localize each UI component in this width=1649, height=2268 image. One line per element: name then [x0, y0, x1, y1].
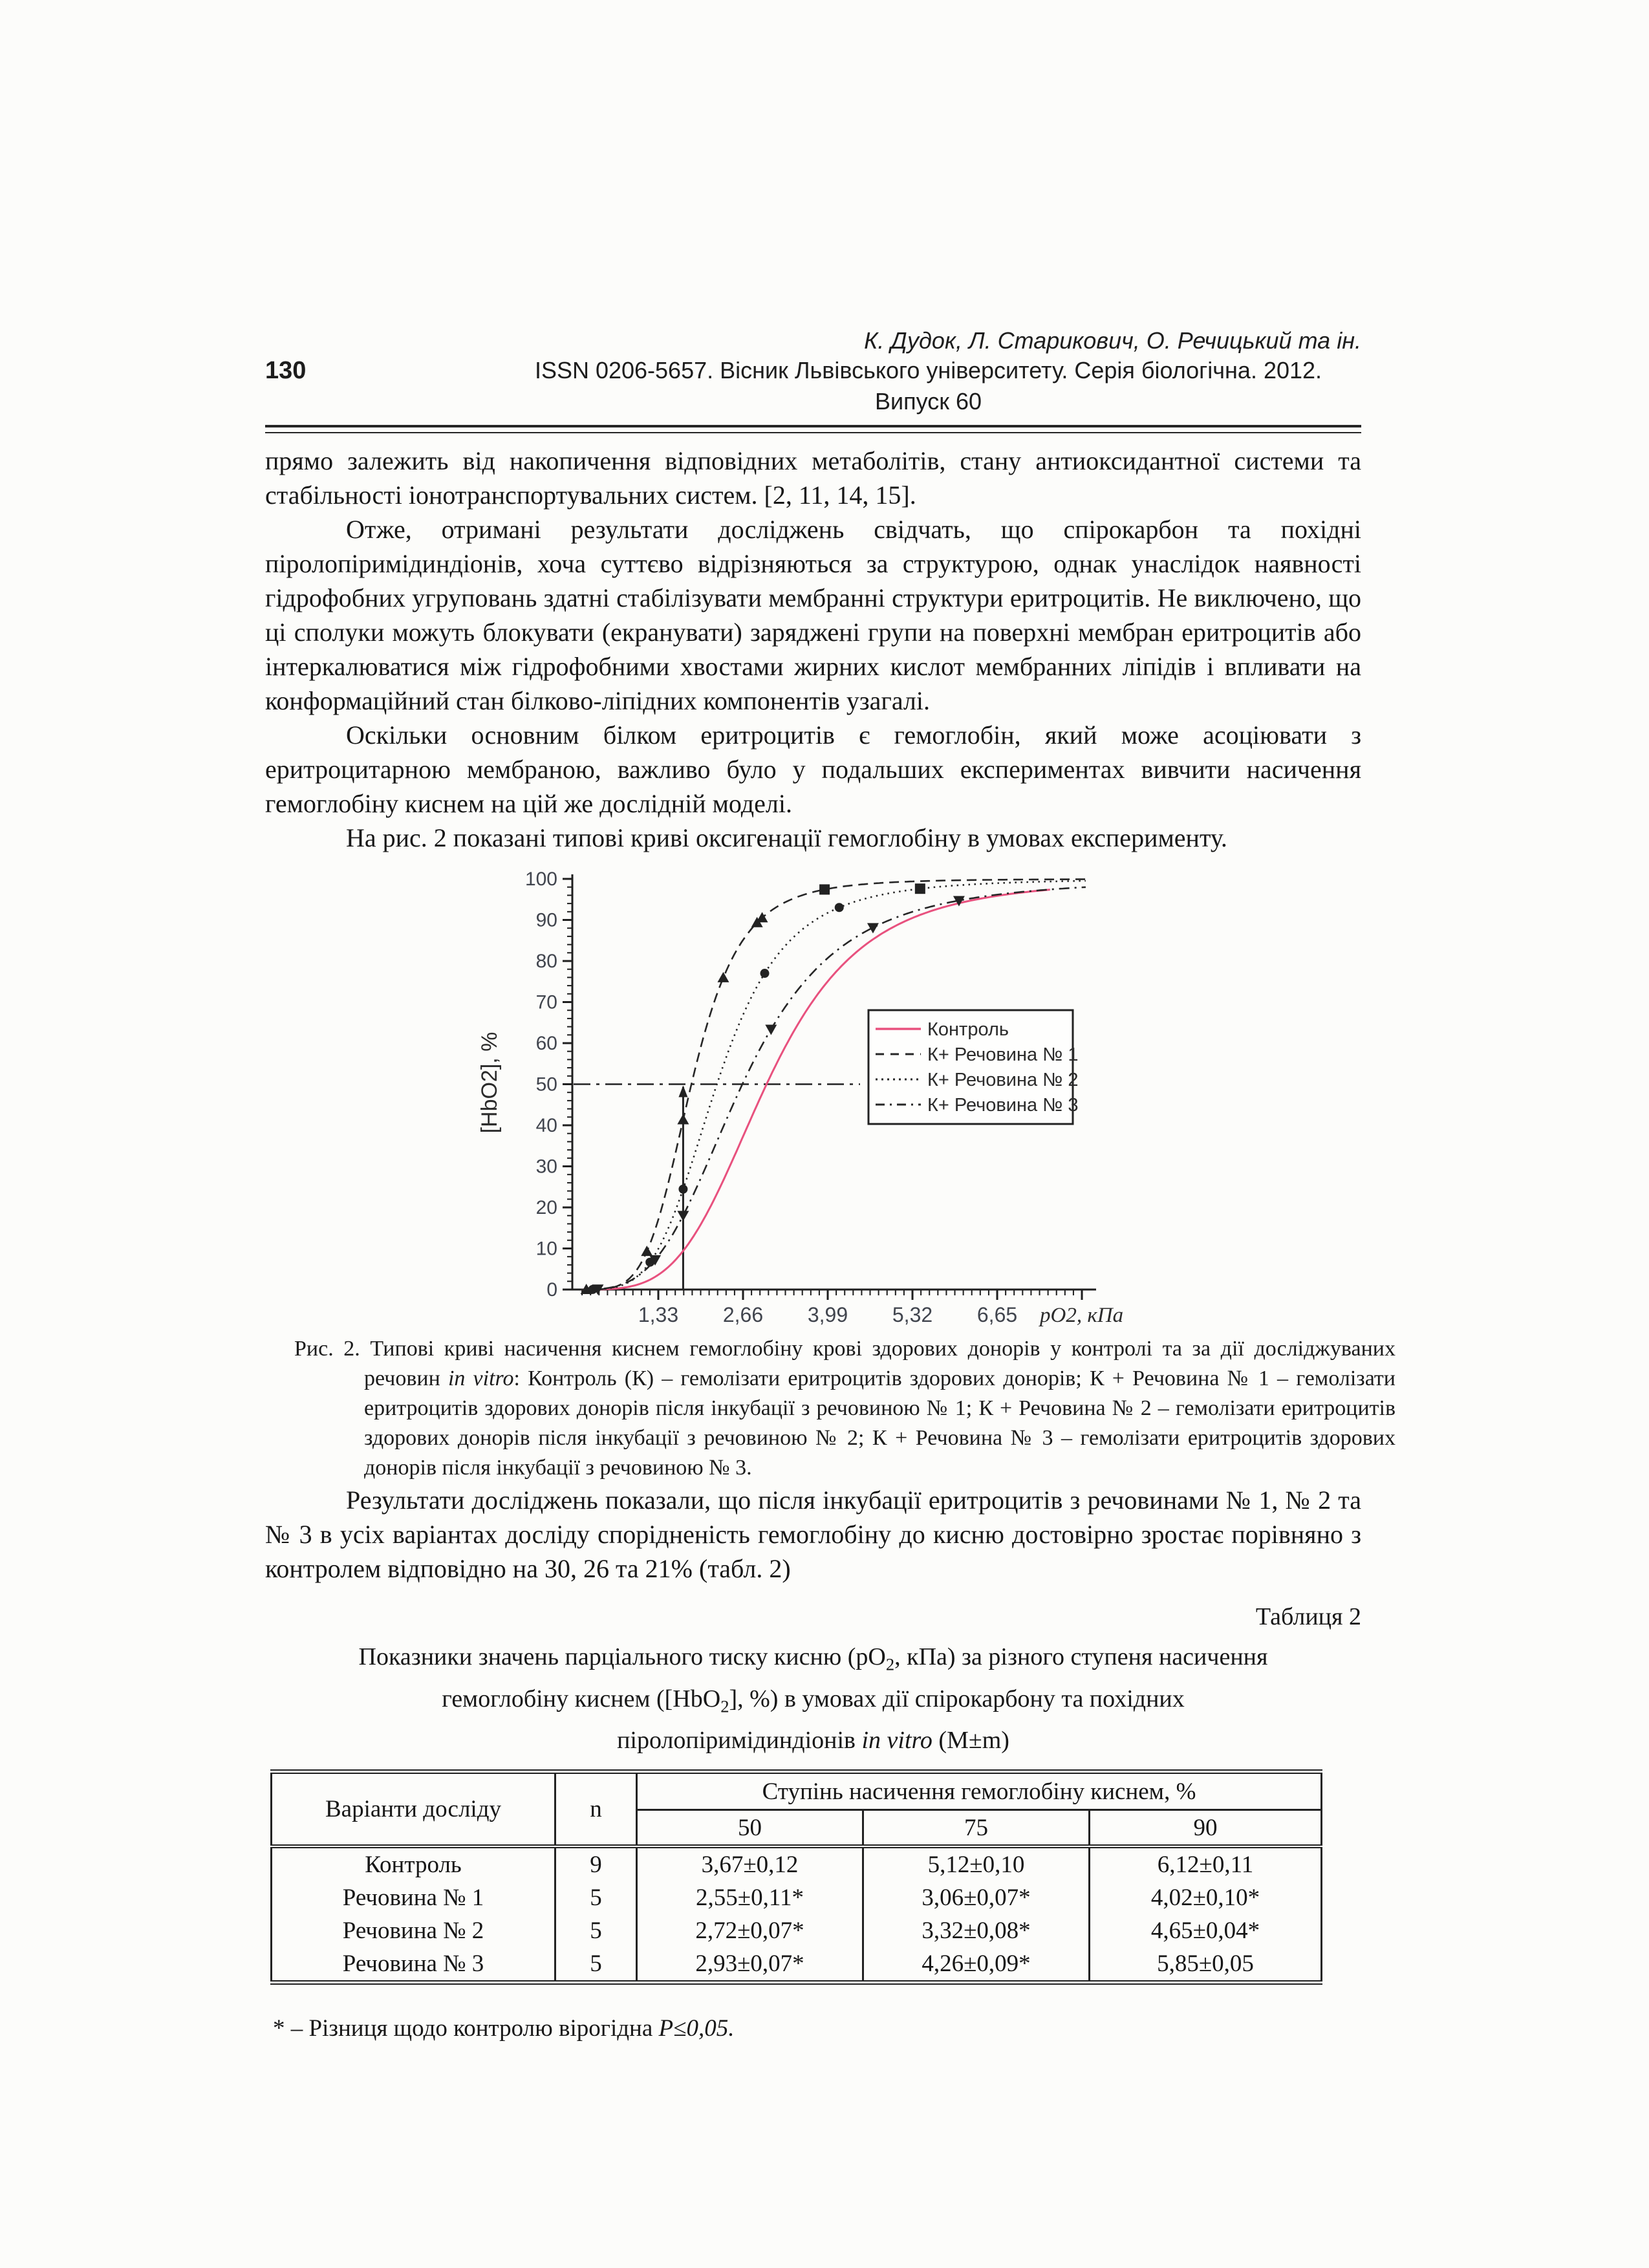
circle-marker-icon [760, 969, 770, 978]
legend-label: К+ Речовина № 1 [927, 1044, 1079, 1065]
y-axis-label: [HbO2], % [477, 1031, 502, 1134]
value-cell: 3,06±0,07* [863, 1881, 1090, 1914]
circle-marker-icon [835, 903, 844, 912]
value-cell: 3,67±0,12 [637, 1846, 863, 1881]
table-row [272, 1881, 1322, 1914]
table-head [272, 1772, 1322, 1847]
value-cell: 4,26±0,09* [863, 1947, 1090, 1983]
figure-2 [265, 869, 1396, 1483]
value-cell: 2,93±0,07* [637, 1947, 863, 1983]
text-segment: Показники значень парціального тиску кисню (pO [358, 1643, 886, 1670]
value-cell: 4,02±0,10* [1090, 1881, 1322, 1914]
square-marker-icon [915, 883, 925, 894]
value-cell: 9 [555, 1846, 637, 1881]
value-cell: 5 [555, 1881, 637, 1914]
value-cell: 6,12±0,11 [1090, 1846, 1322, 1881]
body-paragraph-4: На рис. 2 показані типові криві оксигенації гемоглобіну в умовах експерименту. [346, 823, 1227, 852]
body-text [265, 444, 1361, 855]
text-segment: , кПа) за різного ступеня насичення гемоглобіну киснем ([HbO [442, 1643, 1268, 1712]
body-paragraph-2: Отже, отримані результати досліджень свідчать, що спірокарбон та похідні піролопіримідиндіонів, хоча суттєво відрізняються за структурою, однак унаслідок наявності гідрофобних угруповань здатні стабілізувати мембранні структури еритроцитів. Не виключено, що ці сполуки можуть блокувати (екранувати) заряджені групи на поверхні мембран еритроцитів або інтеркалюватися між гідрофобними хвостами жирних кислот мембранних ліпідів і впливати на конформаційний стан білково-ліпідних компонентів узагалі. [265, 515, 1361, 715]
triangle-down-marker-icon [765, 1024, 777, 1035]
variant-cell: Речовина № 2 [342, 1917, 484, 1945]
triangle-down-marker-icon [867, 923, 879, 933]
value-cell: 5 [555, 1914, 637, 1947]
oxygenation-chart-container [472, 869, 1132, 1332]
value-cell: 5,12±0,10 [863, 1846, 1090, 1881]
text-segment: Рис. 2. Типові криві насичення киснем гемоглобіну крові здорових донорів у контролі та за дії досліджуваних речовин [294, 1337, 1396, 1390]
triangle-up-marker-icon [757, 912, 768, 922]
x-axis-label: pO2, кПа [1040, 1304, 1124, 1327]
body-paragraph-1: прямо залежить від накопичення відповідних метаболітів, стану антиоксидантної системи та стабільності іонотранспортувальних систем. [2, 11, 14, 15]. [265, 446, 1361, 510]
text-segment: (M±m) [932, 1727, 1009, 1755]
x-tick-label: 2,66 [722, 1303, 764, 1326]
arrow-up-icon [678, 1086, 687, 1097]
markers-series-1 [581, 884, 830, 1294]
y-tick-label: 10 [535, 1238, 557, 1260]
table-row [272, 1914, 1322, 1947]
results-table [270, 1769, 1322, 1985]
y-tick-label: 90 [535, 909, 557, 931]
x-tick-label: 1,33 [638, 1303, 679, 1326]
y-tick-label: 40 [535, 1115, 557, 1136]
table-footnote [273, 2014, 1361, 2042]
legend-label: К+ Речовина № 3 [927, 1095, 1079, 1116]
text-segment: 2 [720, 1696, 729, 1716]
figure-caption [294, 1334, 1396, 1483]
header-n: n [555, 1772, 637, 1847]
circle-marker-icon [678, 1185, 687, 1194]
text-segment: in vitro [861, 1727, 932, 1755]
value-cell: 5,85±0,05 [1090, 1947, 1322, 1983]
header-saturation-group: Ступінь насичення гемоглобіну киснем, % [637, 1772, 1322, 1810]
header-variant: Варіанти досліду [272, 1772, 555, 1847]
y-tick-label: 20 [535, 1197, 557, 1218]
variant-cell: Речовина № 3 [342, 1950, 484, 1978]
table-row [272, 1947, 1322, 1983]
triangle-up-marker-icon [641, 1246, 652, 1256]
triangle-up-marker-icon [717, 972, 729, 982]
value-cell: 3,32±0,08* [863, 1914, 1090, 1947]
value-cell: 2,72±0,07* [637, 1914, 863, 1947]
x-tick-label: 5,32 [892, 1303, 933, 1326]
results-paragraph: Результати досліджень показали, що після інкубації еритроцитів з речовинами № 1, № 2 та № 3 в усіх варіантах досліду спорідненість гемоглобіну до кисню достовірно зростає порівняно з контролем відповідно на 30, 26 та 21% (табл. 2) [265, 1485, 1361, 1583]
triangle-down-marker-icon [677, 1211, 689, 1221]
text-segment: ], %) в умовах дії спірокарбону та похідних піролопіримідиндіонів [617, 1685, 1185, 1755]
body-paragraph-3: Оскільки основним білком еритроцитів є гемоглобін, який може асоціювати з еритроцитарною мембраною, важливо було у подальших експериментах вивчити насичення гемоглобіну киснем на цій же дослідній моделі. [265, 720, 1361, 818]
y-tick-label: 70 [535, 991, 557, 1013]
page-content [265, 327, 1396, 2042]
text-segment: * – Різниця щодо контролю вірогідна [273, 2015, 659, 2042]
value-cell: 4,65±0,04* [1090, 1914, 1322, 1947]
variant-cell: Контроль [365, 1852, 462, 1879]
text-segment: 2 [885, 1654, 895, 1674]
table-title [329, 1640, 1299, 1758]
header-75: 75 [863, 1810, 1090, 1847]
header-90: 90 [1090, 1810, 1322, 1847]
text-segment: : Контроль (К) – гемолізати еритроцитів здорових донорів; К + Речовина № 1 – гемолізати еритроцитів здорових донорів після інкубації з речовиною № 1; К + Речовина № 2 – гемолізати еритроцитів здорових донорів після інкубації з речовиною № 2; К + Речовина № 3 – гемолізати еритроцитів здорових донорів після інкубації з речовиною № 3. [364, 1366, 1396, 1480]
x-tick-label: 6,65 [976, 1303, 1018, 1326]
table-body [272, 1846, 1322, 1983]
header-50: 50 [637, 1810, 863, 1847]
text-segment: P≤0,05. [658, 2015, 735, 2042]
y-tick-label: 60 [535, 1033, 557, 1054]
page-number: 130 [265, 357, 307, 384]
y-tick-label: 30 [535, 1156, 557, 1178]
header-rule [265, 425, 1361, 433]
x-tick-label: 3,99 [807, 1303, 848, 1326]
triangle-up-marker-icon [677, 1114, 689, 1124]
oxygenation-chart [472, 869, 1132, 1332]
y-tick-label: 0 [546, 1279, 557, 1301]
running-head-authors: К. Дудок, Л. Старикович, О. Речицький та ін. [864, 327, 1361, 354]
running-head-journal [265, 355, 1361, 417]
y-tick-label: 50 [535, 1074, 557, 1096]
chart-legend [868, 1010, 1078, 1124]
issn-line: ISSN 0206-5657. Вісник Львівського університету. Серія біологічна. 2012. Випуск 60 [534, 357, 1322, 415]
variant-cell: Речовина № 1 [342, 1885, 484, 1912]
value-cell: 2,55±0,11* [637, 1881, 863, 1914]
table-label: Таблиця 2 [1255, 1603, 1361, 1630]
y-tick-label: 80 [535, 951, 557, 972]
text-segment: in vitro [447, 1366, 514, 1390]
value-cell: 5 [555, 1947, 637, 1983]
legend-label: Контроль [927, 1019, 1009, 1040]
square-marker-icon [819, 884, 830, 894]
legend-label: К+ Речовина № 2 [927, 1070, 1079, 1090]
table-row [272, 1846, 1322, 1881]
y-tick-label: 100 [524, 869, 557, 890]
